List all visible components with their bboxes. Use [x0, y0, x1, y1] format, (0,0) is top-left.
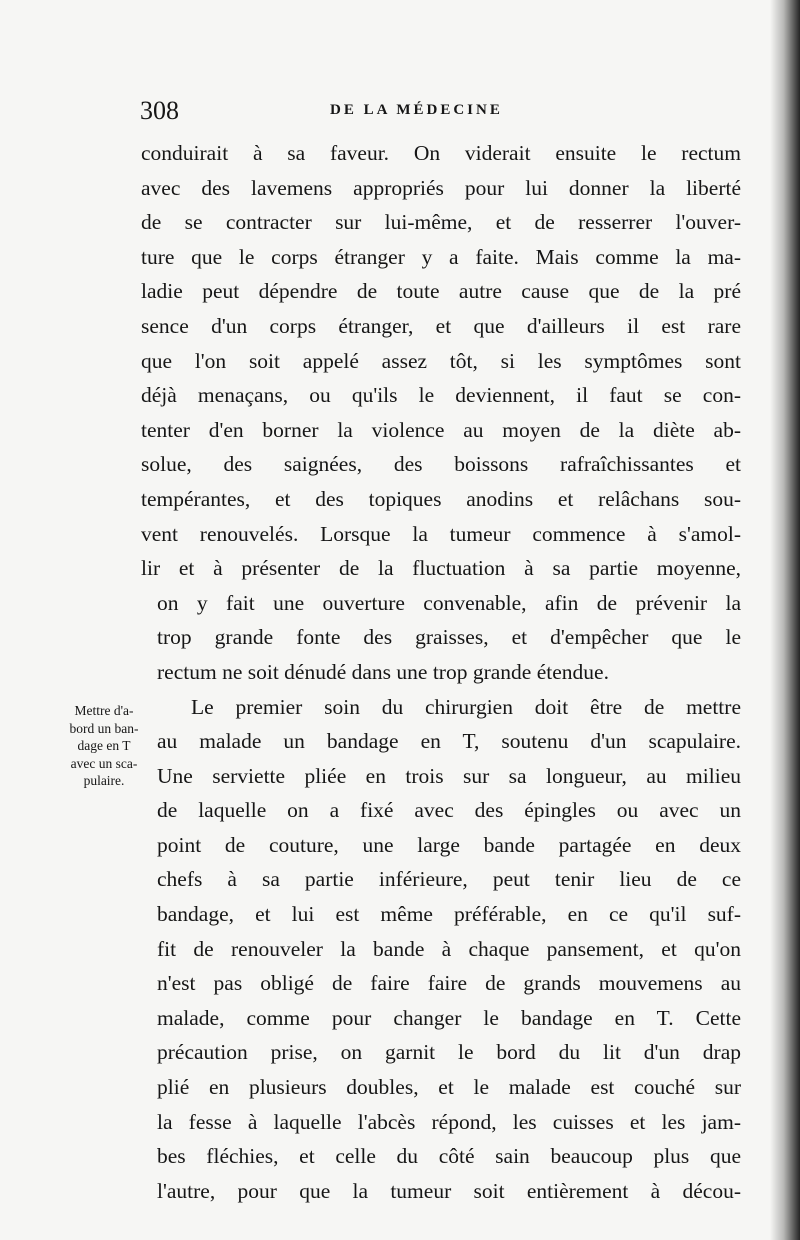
- text-line: solue, des saignées, des boissons rafraîchissantes et: [141, 452, 741, 477]
- marginal-note-line: pulaire.: [83, 773, 125, 788]
- text-line: bandage, et lui est même préférable, en ce qu'il suf-: [157, 902, 741, 927]
- text-line: sence d'un corps étranger, et que d'ailleurs il est rare: [141, 313, 741, 338]
- text-line: de laquelle on a fixé avec des épingles ou avec un: [157, 798, 741, 823]
- page-header: [140, 96, 740, 130]
- marginal-note-line: dage en T: [77, 738, 131, 753]
- page-edge-shadow: [770, 0, 800, 1240]
- text-line: l'autre, pour que la tumeur soit entièrement à décou-: [157, 1178, 741, 1203]
- text-line: Une serviette pliée en trois sur sa longueur, au milieu: [157, 763, 741, 788]
- marginal-note: [58, 702, 150, 790]
- text-line: bes fléchies, et celle du côté sain beaucoup plus que: [157, 1144, 741, 1169]
- text-line: précaution prise, on garnit le bord du lit d'un drap: [157, 1040, 741, 1065]
- text-line: vent renouvelés. Lorsque la tumeur commence à s'amol-: [141, 521, 741, 546]
- text-line: lir et à présenter de la fluctuation à sa partie moyenne,: [141, 556, 741, 581]
- text-line: point de couture, une large bande partagée en deux: [157, 832, 741, 857]
- marginal-note-line: bord un ban-: [69, 720, 139, 736]
- text-line: tenter d'en borner la violence au moyen de la diète ab-: [141, 417, 741, 442]
- text-line: trop grande fonte des graisses, et d'empêcher que le: [157, 625, 741, 650]
- text-line: malade, comme pour changer le bandage en T. Cette: [157, 1005, 741, 1030]
- text-line: de se contracter sur lui-même, et de resserrer l'ouver-: [141, 210, 741, 235]
- text-line: chefs à sa partie inférieure, peut tenir lieu de ce: [157, 867, 741, 892]
- text-line: la fesse à laquelle l'abcès répond, les cuisses et les jam-: [157, 1109, 741, 1134]
- page-number: 308: [140, 96, 179, 125]
- text-line: plié en plusieurs doubles, et le malade est couché sur: [157, 1075, 741, 1100]
- text-line: tempérantes, et des topiques anodins et relâchans sou-: [141, 486, 741, 511]
- text-line: fit de renouveler la bande à chaque pansement, et qu'on: [157, 936, 741, 961]
- text-line: conduirait à sa faveur. On viderait ensuite le rectum: [141, 141, 741, 165]
- text-line: ladie peut dépendre de toute autre cause que de la pré: [141, 279, 741, 304]
- text-line: n'est pas obligé de faire faire de grands mouvemens au: [157, 971, 741, 996]
- paragraph-start-line: Le premier soin du chirurgien doit être de mettre: [191, 694, 741, 719]
- text-line: ture que le corps étranger y a faite. Mais comme la ma-: [141, 244, 741, 269]
- body-text: [141, 136, 741, 1208]
- running-title: DE LA MÉDECINE: [330, 102, 503, 118]
- text-line: avec des lavemens appropriés pour lui donner la liberté: [141, 175, 741, 200]
- marginal-note-line: avec un sca-: [70, 755, 138, 771]
- marginal-note-line: Mettre d'a-: [74, 703, 134, 718]
- text-line: au malade un bandage en T, soutenu d'un scapulaire.: [157, 729, 741, 754]
- text-line: rectum ne soit dénudé dans une trop grande étendue.: [157, 659, 609, 684]
- text-line: déjà menaçans, ou qu'ils le deviennent, il faut se con-: [141, 383, 741, 408]
- text-line: que l'on soit appelé assez tôt, si les symptômes sont: [141, 348, 741, 373]
- text-line: on y fait une ouverture convenable, afin de prévenir la: [157, 590, 741, 615]
